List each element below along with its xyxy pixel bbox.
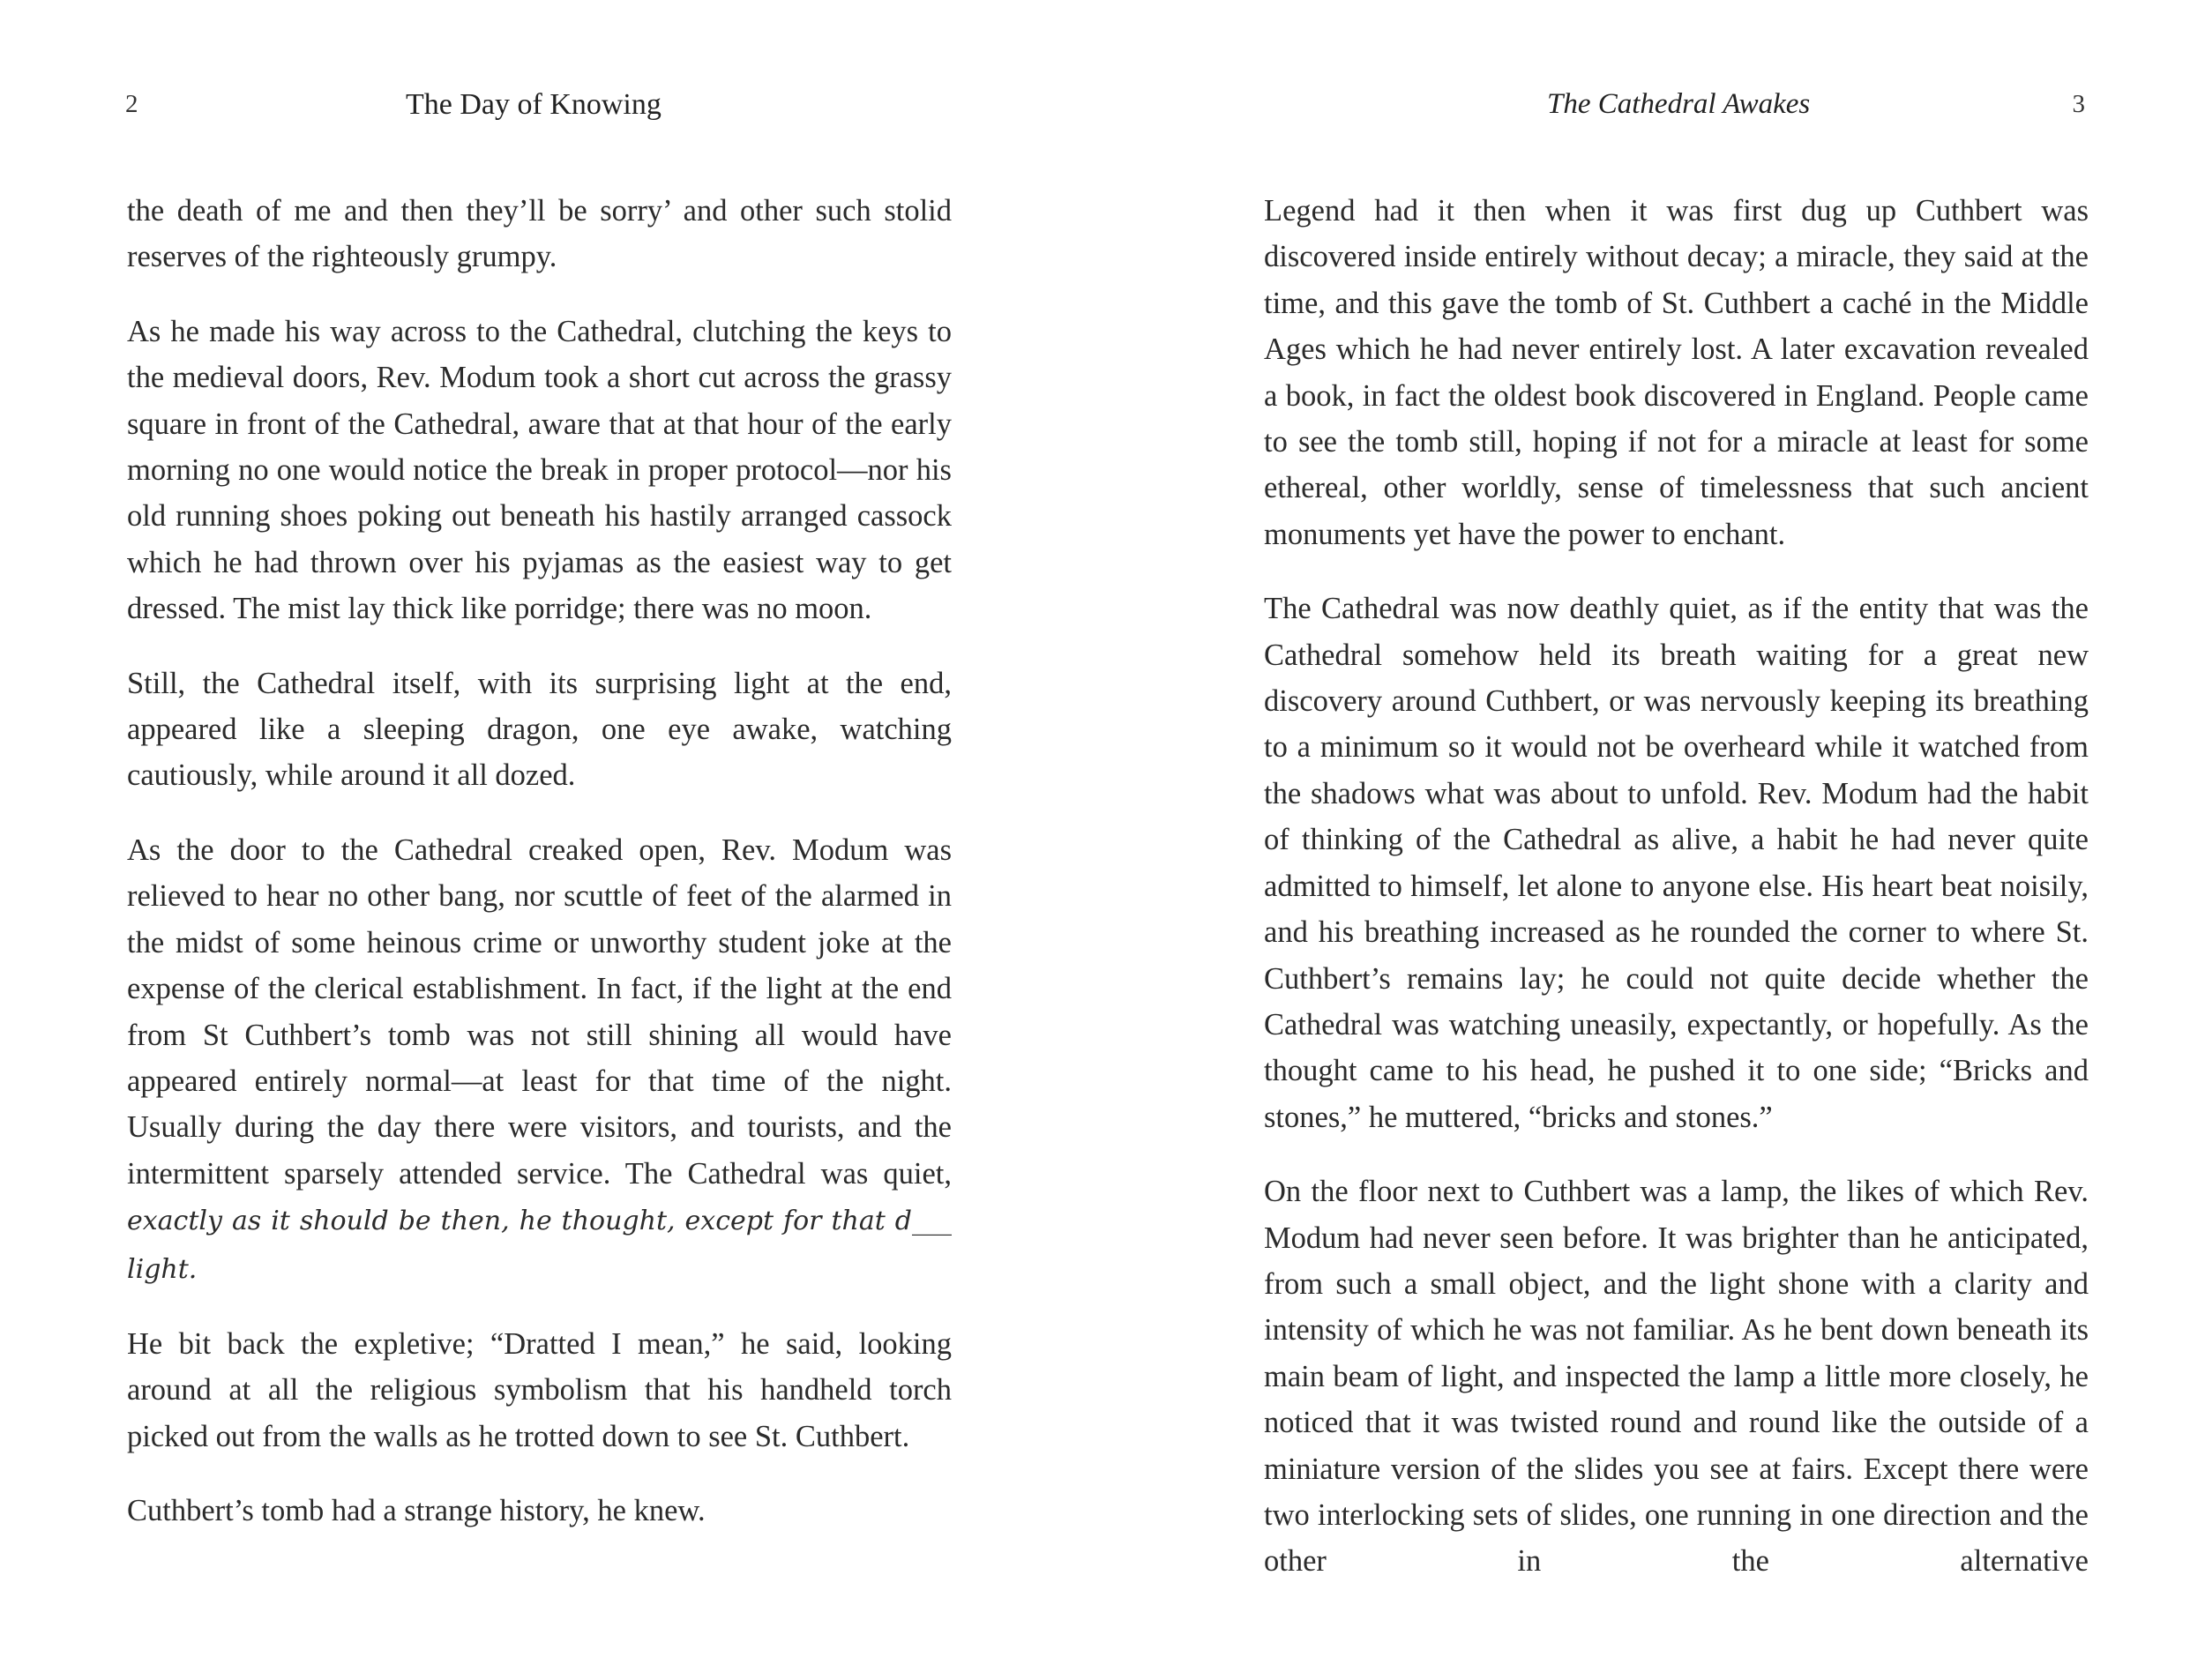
right-page: [1102, 0, 2205, 1680]
paragraph: [127, 827, 952, 1293]
paragraph: the death of me and then they’ll be sorry’ and other such stolid reserves of the righteously grumpy.: [127, 194, 952, 274]
running-head-book-title: The Day of Knowing: [406, 88, 662, 121]
page-number: 3: [2072, 90, 2085, 118]
paragraph: Cuthbert’s tomb had a strange history, he knew.: [127, 1494, 706, 1528]
page-number: 2: [125, 90, 138, 118]
running-head-chapter-title: The Cathedral Awakes: [1547, 88, 1811, 120]
paragraph: The Cathedral was now deathly quiet, as if the entity that was the Cathedral somehow held its breath waiting for a great new discovery around Cuthbert, or was nervously keeping its breathing to a minimum so it would not be overheard while it watched from the shadows what was about to unfold. Rev. Modum had the habit of thinking of the Cathedral as alive, a habit he had never quite admitted to himself, let alone to anyone else. His heart beat noisily, and his breathing increased as he rounded the corner to where St. Cuthbert’s remains lay; he could not quite decide whether the Cathedral was watching uneasily, expectantly, or hopefully. As the thought came to his head, he pushed it to one side; “Bricks and stones,” he muttered, “bricks and stones.”: [1264, 592, 2089, 1134]
left-page: [0, 0, 1102, 1680]
body-text: [127, 188, 952, 1563]
paragraph: On the floor next to Cuthbert was a lamp, the likes of which Rev. Modum had never seen before. It was brighter than he anticipated, from such a small object, and the light shone with a clarity and intensity of which he was not familiar. As he bent down beneath its main beam of light, and inspected the lamp a little more closely, he noticed that it was twisted round and round like the outside of a miniature version of the slides you see at fairs. Except there were two interlocking sets of slides, one running in one direction and the other in the alternative: [1264, 1175, 2089, 1579]
body-text: [1264, 188, 2089, 1613]
paragraph: As he made his way across to the Cathedral, clutching the keys to the medieval doors, Rev. Modum took a short cut across the grassy square in front of the Cathedral, aware that at that hour of the early morning no one would notice the break in proper protocol—nor his old running shoes poking out beneath his hastily arranged cassock which he had thrown over his pyjamas as the easiest way to get dressed. The mist lay thick like porridge; there was no moon.: [127, 314, 952, 626]
paragraph-text: As the door to the Cathedral creaked open, Rev. Modum was relieved to hear no other bang, nor scuttle of feet of the alarmed in the midst of some heinous crime or unworthy student joke at the expense of the clerical establishment. In fact, if the light at the end from St Cuthbert’s tomb was not still shining all would have appeared entirely normal—at least for that time of the night. Usually during the day there were visitors, and tourists, and the intermittent sparsely attended service. The Cathedral was quiet,: [127, 833, 952, 1191]
paragraph: Still, the Cathedral itself, with its surprising light at the end, appeared like a sleeping dragon, one eye awake, watching cautiously, while around it all dozed.: [127, 666, 952, 793]
paragraph: He bit back the expletive; “Dratted I mean,” he said, looking around at all the religious symbolism that his handheld torch picked out from the walls as he trotted down to see St. Cuthbert.: [127, 1326, 952, 1453]
italic-thought: exactly as it should be then, he thought, except for that d___ light.: [127, 1206, 952, 1285]
paragraph: Legend had it then when it was first dug up Cuthbert was discovered inside entirely without decay; a miracle, they said at the time, and this gave the tomb of St. Cuthbert a caché in the Middle Ages which he had never entirely lost. A later excavation revealed a book, in fact the oldest book discovered in England. People came to see the tomb still, hoping if not for a miracle at least for some ethereal, other worldly, sense of timelessness that such ancient monuments yet have the power to enchant.: [1264, 194, 2089, 551]
